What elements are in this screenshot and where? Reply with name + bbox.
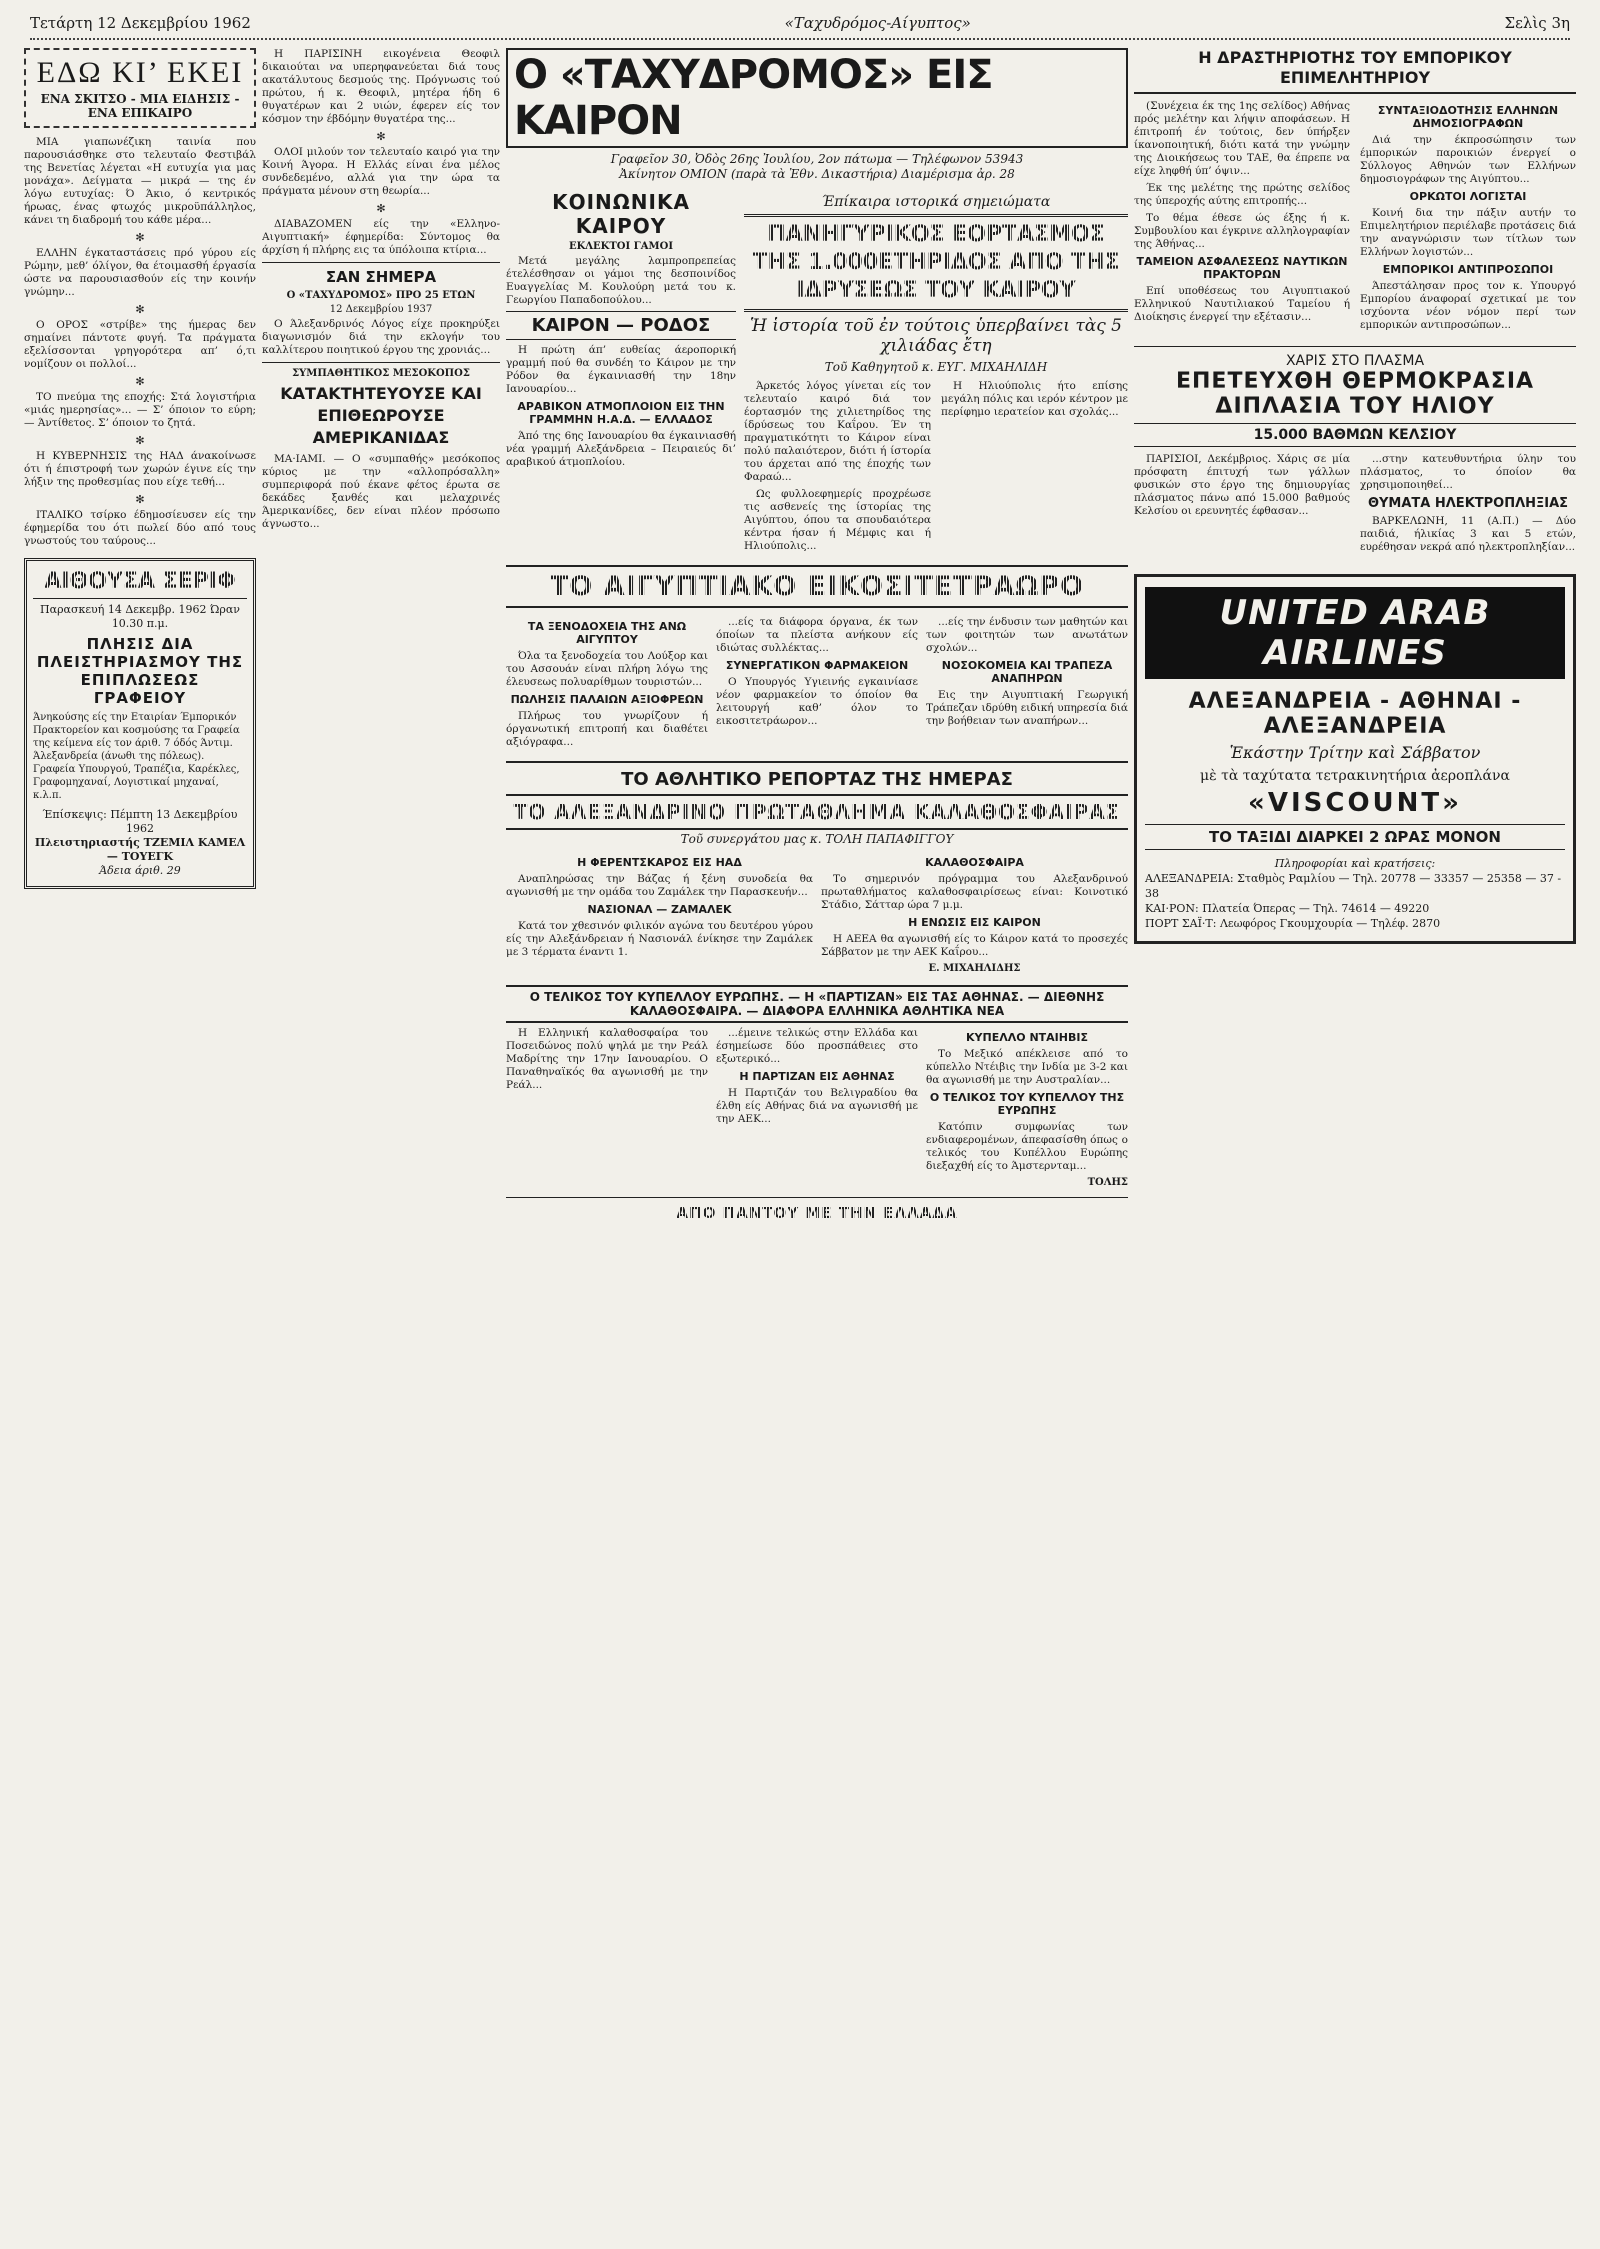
article-paragraph: Διά την έκπροσώπησιν των έμπορικών παροικιών ένεργεί ο Σύλλογος Αθηνών των Ελλήνων δημοσιογράφων της Αιγύπτου... xyxy=(1360,134,1576,185)
european-cup-heading: Ο ΤΕΛΙΚΟΣ ΤΟΥ ΚΥΠΕΛΛΟΥ ΤΗΣ ΕΥΡΩΠΗΣ xyxy=(929,1091,1125,1117)
article-paragraph: Η ΑΕΕΑ θα αγωνισθή είς το Κάιρον κατά το προσεχές Σάββατον με την ΑΕΚ Καΐρου... xyxy=(821,933,1128,958)
separator-star: ✻ xyxy=(135,434,145,447)
airline-info-label: Πληροφορίαι καὶ κρατήσεις: xyxy=(1274,857,1436,870)
article-paragraph: Το σημερινόν πρόγραμμα του Αλεξανδρινού πρωταθλήματος καλαθοσφαιρίσεως είναι: Κοινοτικό Στάδιο, Σάτταρ ώρα 7 μ.μ. xyxy=(821,873,1128,911)
article-paragraph: Ο Άλεξανδρινός Λόγος είχε προκηρύξει διαγωνισμόν διά την εκλογήν του καλλίτερου ποιητικού έργου της χρονιάς... xyxy=(262,318,500,356)
sport-columns xyxy=(506,852,1128,977)
hospitals-heading: ΝΟΣΟΚΟΜΕΙΑ ΚΑΙ ΤΡΑΠΕΖΑ ΑΝΑΠΗΡΩΝ xyxy=(941,659,1113,685)
article-paragraph: ΕΛΛΗΝ έγκαταστάσεις πρό γύρου είς Ρώμην, μεθ’ όλίγον, θα έτοιμασθή έργασία ώστε να παρουσιασθούν είς την κοινήν γνώμην... xyxy=(24,247,256,298)
auction-ad-license: Άδεια άριθ. 29 xyxy=(99,864,181,877)
nacional-zamalek-heading: ΝΑΣΙΟΝΑΛ — ΖΑΜΑΛΕΚ xyxy=(587,903,732,916)
history-subtitle: Ἡ ἱστορία τοῦ ἐν τούτοις ὑπερβαίνει τὰς 5 χιλιάδας ἔτη xyxy=(750,316,1122,356)
electrocution-heading: ΘΥΜΑΤΑ ΗΛΕΚΤΡΟΠΛΗΞΙΑΣ xyxy=(1367,496,1569,511)
article-paragraph: ΤΟ πνεύμα της εποχής: Στά λογιστήρια «μιάς ημερησίας»... — Σ’ όποιον το εύρη; — Άντίθετος. Σ’ όποιον το ζητά. xyxy=(24,391,256,429)
article-paragraph: ΜΑ·ΙΑΜΙ. — Ο «συμπαθής» μεσόκοπος κύριος με την «αλλοπρόσαλλη» συμπεριφορά πού έκανε φέτος έρωτα σε δεκάδες ξανθές και μελαχρινές Άμερικανίδες, δεν είναι πλέον πρόσωπο άγνωστο... xyxy=(262,453,500,530)
article-paragraph: Η πρώτη άπ’ ευθείας άεροπορική γραμμή πού θα συνδέη το Κάιρον με την Ρόδον θα έγκαινιασθή την 18ην Ιανουαρίου... xyxy=(506,344,736,395)
plasma-subheadline: 15.000 ΒΑΘΜΩΝ ΚΕΛΣΙΟΥ xyxy=(1134,423,1576,447)
folio-paper: «Ταχυδρόμος-Αίγυπτος» xyxy=(784,14,971,32)
ede-subtitle: ΕΝΑ ΣΚΙΤΣΟ - ΜΙΑ ΕΙΔΗΣΙΣ - ΕΝΑ ΕΠΙΚΑΙΡΟ xyxy=(40,92,240,120)
enosis-heading: Η ΕΝΩΣΙΣ ΕΙΣ ΚΑΙΡΟΝ xyxy=(908,916,1041,929)
article-paragraph: Ως φυλλοεφημερίς προχρέωσε τις ασθενείς της ίστορίας της Αιγύπτου, όπου τα σπουδαιότερα κέντρα ήσαν ή Μέμφις και ή Ηλιούπολις... xyxy=(744,488,931,552)
separator-star: ✻ xyxy=(135,231,145,244)
history-kicker: Έπίκαιρα ιστορικά σημειώματα xyxy=(821,194,1051,210)
sport-signature: Ε. ΜΙΧΑΗΛΙΔΗΣ xyxy=(928,963,1021,974)
masthead-address-2: Ἀκίνητον ΟΜΙΟΝ (παρὰ τὰ Ἐθν. Δικαστήρια) Διαμέρισμα ἀρ. 28 xyxy=(619,167,1015,181)
airline-info-cairo: ΚΑΙ·ΡΟΝ: Πλατεία Όπερας — Τηλ. 74614 — 49220 xyxy=(1145,902,1430,915)
auction-ad-body: Άνηκούσης είς την Εταιρίαν Έμπορικόν Πρακτορείον και κοσμούσης τα Γραφεία της κείμενα είς τον άριθ. 7 όδός Άντιμ. Άλεξανδρεία (άνωθι της πόλεως). Γραφεία Υπουργού, Τραπέζια, Καρέκλες, Γραφομηχαναί, Λογιστικαί μηχαναί, κ.λ.π. xyxy=(33,712,240,801)
article-paragraph: Εις την Αιγυπτιακή Γεωργική Τράπεζαν ιδρύθη ειδική υπηρεσία διά την βοήθειαν των αναπήρων... xyxy=(926,689,1128,727)
history-author: Τοῦ Καθηγητοῦ κ. ΕΥΓ. ΜΙΧΑΗΛΙΔΗ xyxy=(824,360,1048,374)
article-paragraph: Άπό της 6ης Ιανουαρίου θα έγκαινιασθή νέα γραμμή Αλεξάνδρεια – Πειραιεύς δι’ αραβικού άτμοπλοίου. xyxy=(506,430,736,468)
separator-star: ✻ xyxy=(376,130,386,143)
airline-info-port-said: ΠΟΡΤ ΣΑΪ·Τ: Λεωφόρος Γκουμχουρία — Τηλέφ. 2870 xyxy=(1145,917,1441,930)
steamship-heading: ΑΡΑΒΙΚΟΝ ΑΤΜΟΠΛΟΙΟΝ ΕΙΣ ΤΗΝ ΓΡΑΜΜΗΝ Η.Α.Δ. — ΕΛΛΑΔΟΣ xyxy=(517,400,725,426)
article-paragraph: Κατόπιν συμφωνίας των ενδιαφερομένων, άπεφασίσθη όπως ο τελικός του Κυπέλλου Ευρώπης διεξαχθή είς το Άμστερνταμ... xyxy=(926,1121,1128,1172)
article-paragraph: Η ΚΥΒΕΡΝΗΣΙΣ της ΗΑΔ άνακοίνωσε ότι ή έπιστροφή των χωρών έγινε είς την λήξιν της προθεσμίας που είχε τεθή... xyxy=(24,450,256,488)
airline-duration: ΤΟ ΤΑΞΙΔΙ ΔΙΑΡΚΕΙ 2 ΩΡΑΣ ΜΟΝΟΝ xyxy=(1145,824,1565,850)
middle-upper xyxy=(506,190,1128,557)
sport-subheading: ΤΟ ΑΛΕΞΑΝΔΡΙΝΟ ΠΡΩΤΑΘΛΗΜΑ ΚΑΛΑΘΟΣΦΑΙΡΑΣ xyxy=(506,794,1128,830)
folio-date: Τετάρτη 12 Δεκεμβρίου 1962 xyxy=(30,14,251,32)
masthead: Ο «ΤΑΧΥΔΡΟΜΟΣ» ΕΙΣ ΚΑΙΡΟΝ xyxy=(506,48,1128,148)
ede-title: ΕΔΩ ΚΙ’ ΕΚΕΙ xyxy=(36,56,244,89)
bonds-heading: ΠΩΛΗΣΙΣ ΠΑΛΑΙΩΝ ΑΞΙΟΦΡΕΩΝ xyxy=(510,693,704,706)
plasma-columns xyxy=(1134,453,1576,558)
article-paragraph: Επί υποθέσεως του Αιγυπτιακού Ελληνικού Ναυτιλιακού Ταμείου ή Διοίκησις ένεργεί την εξέτασιν... xyxy=(1134,285,1350,323)
hotels-heading: ΤΑ ΞΕΝΟΔΟΧΕΙΑ ΤΗΣ ΑΝΩ ΑΙΓΥΠΤΟΥ xyxy=(527,620,687,646)
article-paragraph: Έκ της μελέτης της πρώτης σελίδος της ύπεροχής αύτης επιτροπής... xyxy=(1134,182,1350,207)
separator-star: ✻ xyxy=(135,493,145,506)
plasma-kicker: ΧΑΡΙΣ ΣΤΟ ΠΛΑΣΜΑ xyxy=(1134,346,1576,369)
article-paragraph: ...είς την ένδυσιν των μαθητών και των φοιτητών των ανωτάτων σχολών... xyxy=(926,616,1128,654)
article-paragraph: Η ΠΑΡΙΣΙΝΗ εικογένεια Θεοφιλ δικαιούται να υπερηφανεύεται διά τους ακατάλυτους δεσμούς της. Πρόγνωσις τού πρώτου, ή κ. Θεοφιλ, μητέρα ήδη 6 θυγατέρων και 2 υιών, έφερεν είς τον κόσμον την έβδόμην θυγατέρα της... xyxy=(262,48,500,125)
article-paragraph: Όλα τα ξενοδοχεία του Λούξορ και του Ασσουάν είναι πλήρη λόγω της έλευσεως πολυαρίθμων τουριστών... xyxy=(506,650,708,688)
airline-info-alexandria: ΑΛΕΞΑΝΔΡΕΙΑ: Σταθμὸς Ραμλίου — Τηλ. 20778 — 33357 — 25358 — 37 - 38 xyxy=(1145,872,1562,900)
greek-sport-signature: ΤΟΛΗΣ xyxy=(1087,1177,1128,1188)
article-paragraph: Ο ΟΡΟΣ «στρίβε» της ήμερας δεν σημαίνει πάντοτε φυγή. Τα πράγματα εξελίσσονται γρηγορότερα απ’ ό,τι νομίζουν οι πολλοί... xyxy=(24,319,256,370)
egyptian-24h-heading: ΤΟ ΑΙΓΥΠΤΙΑΚΟ ΕΙΚΟΣΙΤΕΤΡΑΩΡΟ xyxy=(506,565,1128,608)
accountants-heading: ΟΡΚΩΤΟΙ ΛΟΓΙΣΤΑΙ xyxy=(1409,190,1527,203)
article-paragraph: ΙΤΑΛΙΚΟ τσίρκο έδημοσίευσεν είς την έφημερίδα του ότι πωλεί δύο από τους γνωστούς του ταύρους... xyxy=(24,509,256,547)
sympathetic-kicker: ΣΥΜΠΑΘΗΤΙΚΟΣ ΜΕΣΟΚΟΠΟΣ xyxy=(292,368,470,379)
history-title: ΠΑΝΗΓΥΡΙΚΟΣ ΕΟΡΤΑΣΜΟΣ ΤΗΣ 1.000ΕΤΗΡΙΔΟΣ ΑΠΟ ΤΗΣ ΙΔΡΥΣΕΩΣ ΤΟΥ ΚΑΙΡΟΥ xyxy=(744,214,1128,312)
davis-cup-heading: ΚΥΠΕΛΛΟ ΝΤΑΙΗΒΙΣ xyxy=(966,1031,1088,1044)
article-paragraph: ΜΙΑ γιαπωνέζικη ταινία που παρουσιάσθηκε στο τελευταίο Φεστιβάλ της Βενετίας λέγεται «Η ευτυχία για μας μονάχα». Δείγματα — μικρά — της έν λόγω ευτυχίας: Ό Άκιο, ό κεντρικός ήρωας, ένας φτωχός μικροϋπάλληλος, κάνει τη διαδρομή του κάθε μέρα... xyxy=(24,136,256,226)
history-body xyxy=(744,380,1128,557)
article-paragraph: ...στην κατευθυντήρια ύλην του πλάσματος, το όποίον θα χρησιμοποιηθεί... xyxy=(1360,453,1576,491)
airline-aircraft-note: μὲ τὰ ταχύτατα τετρακινητήρια ἀεροπλάνα xyxy=(1200,768,1510,784)
pharmacy-heading: ΣΥΝΕΡΓΑΤΙΚΟΝ ΦΑΡΜΑΚΕΙΟΝ xyxy=(725,659,909,672)
airline-aircraft: «VISCOUNT» xyxy=(1248,788,1462,818)
plasma-headline: ΕΠΕΤΕΥΧΘΗ ΘΕΡΜΟΚΡΑΣΙΑ ΔΙΠΛΑΣΙΑ ΤΟΥ ΗΛΙΟΥ xyxy=(1175,369,1535,419)
airline-route: ΑΛΕΞΑΝΔΡΕΙΑ - ΑΘΗΝΑΙ - ΑΛΕΞΑΝΔΡΕΙΑ xyxy=(1188,689,1522,739)
social-heading: ΚΟΙΝΩΝΙΚΑ ΚΑΙΡΟΥ xyxy=(552,190,690,238)
airline-ad xyxy=(1134,574,1576,944)
ferencvaros-heading: Η ΦΕΡΕΝΤΣΚΑΡΟΣ ΕΙΣ ΗΑΔ xyxy=(577,856,742,869)
divider xyxy=(262,362,500,363)
auction-ad-date: Παρασκευή 14 Δεκεμβρ. 1962 Ώραν 10.30 π.μ. xyxy=(40,603,240,630)
masthead-address: Γραφεῖον 30, Ὀδὸς 26ης Ἰουλίου, 2ον πάτωμα — Τηλέφωνον 53943 xyxy=(610,152,1024,166)
history-column xyxy=(744,190,1128,557)
article-paragraph: Ο Υπουργός Υγιεινής εγκαινίασε νέον φαρμακείον το όποίον θα λειτουργή καθ’ όλον το εικοσιτετράωρον... xyxy=(716,676,918,727)
article-paragraph: Η Ηλιούπολις ήτο επίσης μεγάλη πόλις και ιερόν κέντρον με περίφημο ιερατείον και σχολάς... xyxy=(941,380,1128,418)
chamber-columns xyxy=(1134,100,1576,336)
social-column xyxy=(506,190,736,557)
article-paragraph: Μετά μεγάλης λαμπροπρεπείας έτελέσθησαν οι γάμοι της δεσποινίδος Ευαγγελίας Μ. Κουλούρη μετά του κ. Γεωργίου Παπαδοπούλου... xyxy=(506,255,736,306)
sport-news-strip: Ο ΤΕΛΙΚΟΣ ΤΟΥ ΚΥΠΕΛΛΟΥ ΕΥΡΩΠΗΣ. — Η «ΠΑΡΤΙΖΑΝ» ΕΙΣ ΤΑΣ ΑΘΗΝΑΣ. — ΔΙΕΘΝΗΣ ΚΑΛΑΘΟΣΦΑΙΡΑ. — ΔΙΑΦΟΡΑ ΕΛΛΗΝΙΚΑ ΑΘΛΗΤΙΚΑ ΝΕΑ xyxy=(506,985,1128,1023)
chamber-headline: Η ΔΡΑΣΤΗΡΙΟΤΗΣ ΤΟΥ ΕΜΠΟΡΙΚΟΥ ΕΠΙΜΕΛΗΤΗΡΙΟΥ xyxy=(1134,48,1576,94)
partizan-heading: Η ΠΑΡΤΙΖΑΝ ΕΙΣ ΑΘΗΝΑΣ xyxy=(739,1070,895,1083)
article-paragraph: Άπεστάλησαν προς τον κ. Υπουργό Εμπορίου άναφοραί σχετικαί με τον ισχύοντα νέον νόμον περί των εμπορικών αντιπροσώπων... xyxy=(1360,280,1576,331)
sport-author: Τοῦ συνεργάτου μας κ. ΤΟΛΗ ΠΑΠΑΦΙΓΓΟΥ xyxy=(680,832,954,846)
column-2 xyxy=(262,48,500,535)
basketball-heading: ΚΑΛΑΘΟΣΦΑΙΡΑ xyxy=(925,856,1024,869)
article-paragraph: ΠΑΡΙΣΙΟΙ, Δεκέμβριος. Χάρις σε μία πρόσφατη έπιτυχή των γάλλων φυσικών στο έργο της δημιουργίας πλάσματος πάνω από 15.000 βαθμούς Κελσίου οι ερευνητές έφθασαν... xyxy=(1134,453,1350,517)
folio-page: Σελὶς 3η xyxy=(1504,14,1570,32)
article-paragraph: Άρκετός λόγος γίνεται είς τον τελευταίο καιρό διά τον έορτασμόν της χιλιετηρίδος της ίδρύσεως του Καΐρου. Έν τη πραγματικότητι το Κάιρον είναι πολύ παλαιότερον, διότι ή ίστορία του άρχεται από της έποχής των Φαραώ... xyxy=(744,380,931,483)
auction-ad-title: ΑΙΘΟΥΣΑ ΣΕΡΙΦ xyxy=(33,569,247,599)
auction-ad xyxy=(24,558,256,889)
social-subheading: ΕΚΛΕΚΤΟΙ ΓΑΜΟΙ xyxy=(568,241,673,252)
article-paragraph: ...είς τα διάφορα όργανα, έκ των όποίων τα πλείστα ανήκουν είς ιδιώτας συλλέκτας... xyxy=(716,616,918,654)
article-paragraph: ΔΙΑΒΑΖΟΜΕΝ είς την «Ελληνο-Αιγυπτιακή» έφημερίδα: Σύντομος θα άρχίση ή πλήρης εις τα ύπόλοιπα κτίρια... xyxy=(262,218,500,256)
naval-fund-heading: ΤΑΜΕΙΟΝ ΑΣΦΑΛΕΣΕΩΣ ΝΑΥΤΙΚΩΝ ΠΡΑΚΤΟΡΩΝ xyxy=(1136,255,1348,281)
article-paragraph: (Συνέχεια έκ της 1ης σελίδος) Αθήνας πρός μελέτην και λήψιν αποφάσεων. Η έπιτροπή έν τούτοις, δεν ύπήρξεν ίκανοποιητική, διότι κατά την γνώμην της Διοικήσεως του ΤΑΕ, θα έπρεπε να είχε ληφθή ύπ’ όψιν... xyxy=(1134,100,1350,177)
divider xyxy=(262,262,500,263)
sympathetic-headline: ΚΑΤΑΚΤΗΤΕΥΟΥΣΕ ΚΑΙ ΕΠΙΘΕΩΡΟΥΣΕ ΑΜΕΡΙΚΑΝΙΔΑΣ xyxy=(280,384,482,447)
auction-ad-auctioneer: Πλειστηριαστής ΤΖΕΜΙΛ ΚΑΜΕΛ — ΤΟΥΕΓΚ xyxy=(34,836,246,863)
middle-block xyxy=(506,48,1128,1228)
separator-star: ✻ xyxy=(135,375,145,388)
article-paragraph: ΒΑΡΚΕΛΩΝΗ, 11 (Α.Π.) — Δύο παιδιά, ήλικίας 3 και 5 ετών, ευρέθησαν νεκρά από ηλεκτροπληξίαν... xyxy=(1360,515,1576,553)
article-paragraph: Το θέμα έθεσε ώς έξης ή κ. Συμβουλίου και έγκρινε αλληλογραφίαν της Άθήνας... xyxy=(1134,212,1350,250)
sport-heading: ΤΟ ΑΘΛΗΤΙΚΟ ΡΕΠΟΡΤΑΖ ΤΗΣ ΗΜΕΡΑΣ xyxy=(506,761,1128,790)
article-paragraph: Αναπληρώσας την Βάζας ή ξένη συνοδεία θα αγωνισθή με την ομάδα του Ζαμάλεκ την Παρασκευήν... xyxy=(506,873,813,898)
today-subheading: Ο «ΤΑΧΥΔΡΟΜΟΣ» ΠΡΟ 25 ΕΤΩΝ xyxy=(286,290,476,301)
ede-box xyxy=(24,48,256,128)
cairo-rhodes-heading: ΚΑΙΡΟΝ — ΡΟΔΟΣ xyxy=(506,311,736,340)
journalists-pension-heading: ΣΥΝΤΑΞΙΟΔΟΤΗΣΙΣ ΕΛΛΗΝΩΝ ΔΗΜΟΣΙΟΓΡΑΦΩΝ xyxy=(1377,104,1559,130)
today-heading: ΣΑΝ ΣΗΜΕΡΑ xyxy=(325,268,437,286)
article-paragraph: ...έμεινε τελικώς στην Ελλάδα και έσημείωσε δύο προσπάθειες στο εξωτερικό... xyxy=(716,1027,918,1065)
article-paragraph: Πλήρως του γνωρίζουν ή όργανωτική επιτροπή και διαθέτει αξιόγραφα... xyxy=(506,710,708,748)
representatives-heading: ΕΜΠΟΡΙΚΟΙ ΑΝΤΙΠΡΟΣΩΠΟΙ xyxy=(1382,263,1554,276)
bottom-headline: ΑΠΟ ΠΑΝΤΟΥ ΜΕ ΤΗΝ ΕΛΛΑΔΑ xyxy=(506,1197,1128,1228)
separator-star: ✻ xyxy=(376,202,386,215)
egyptian-24h-columns xyxy=(506,616,1128,753)
article-paragraph: ΟΛΟΙ μιλούν τον τελευταίο καιρό για την Κοινή Άγορα. Η Ελλάς είναι ένα μέλος συνδεδεμένο, αλλά για την ώρα τα πράγματα μένουν στη θεωρία... xyxy=(262,146,500,197)
article-paragraph: Η Ελληνική καλαθοσφαίρα του Ποσειδώνος πολύ ψηλά με την Ρεάλ Μαδρίτης την 17ην Ιανουαρίου. Ο Παναθηναϊκός θα αγωνισθή με την Ρεάλ... xyxy=(506,1027,708,1091)
article-paragraph: Κοινή δια την πάξιν αυτήν το Επιμελητήριον περιέλαβε προτάσεις διά την αναγνώρισιν των τίτλων των Ελλήνων λογιστών... xyxy=(1360,207,1576,258)
airline-days: Ἑκάστην Τρίτην καὶ Σάββατον xyxy=(1229,743,1481,762)
article-paragraph: Το Μεξικό απέκλεισε από το κύπελλο Ντέιβις την Ινδία με 3-2 και θα αγωνισθή με την Αυστραλίαν... xyxy=(926,1048,1128,1086)
page-folio xyxy=(30,12,1570,40)
article-paragraph: Κατά τον χθεσινόν φιλικόν αγώνα του δευτέρου γύρου είς την Αλεξάνδρειαν ή Νασιονάλ ένίκησε την Ζαμάλεκ με 3 τέρματα έναντι 1. xyxy=(506,920,813,958)
greek-sport-columns xyxy=(506,1027,1128,1191)
article-paragraph: Η Παρτιζάν του Βελιγραδίου θα έλθη είς Αθήνας διά να αγωνισθή με την ΑΕΚ... xyxy=(716,1087,918,1125)
column-1 xyxy=(24,48,256,889)
auction-ad-visit: Έπίσκεψις: Πέμπτη 13 Δεκεμβρίου 1962 xyxy=(42,808,238,835)
today-date: 12 Δεκεμβρίου 1937 xyxy=(329,304,433,315)
separator-star: ✻ xyxy=(135,303,145,316)
column-right xyxy=(1134,48,1576,944)
airline-logo: UNITED ARAB AIRLINES xyxy=(1145,587,1565,679)
auction-ad-heading: ΠΛΗΣΙΣ ΔΙΑ ΠΛΕΙΣΤΗΡΙΑΣΜΟΥ ΤΗΣ ΕΠΙΠΛΩΣΕΩΣ ΓΡΑΦΕΙΟΥ xyxy=(36,635,244,707)
